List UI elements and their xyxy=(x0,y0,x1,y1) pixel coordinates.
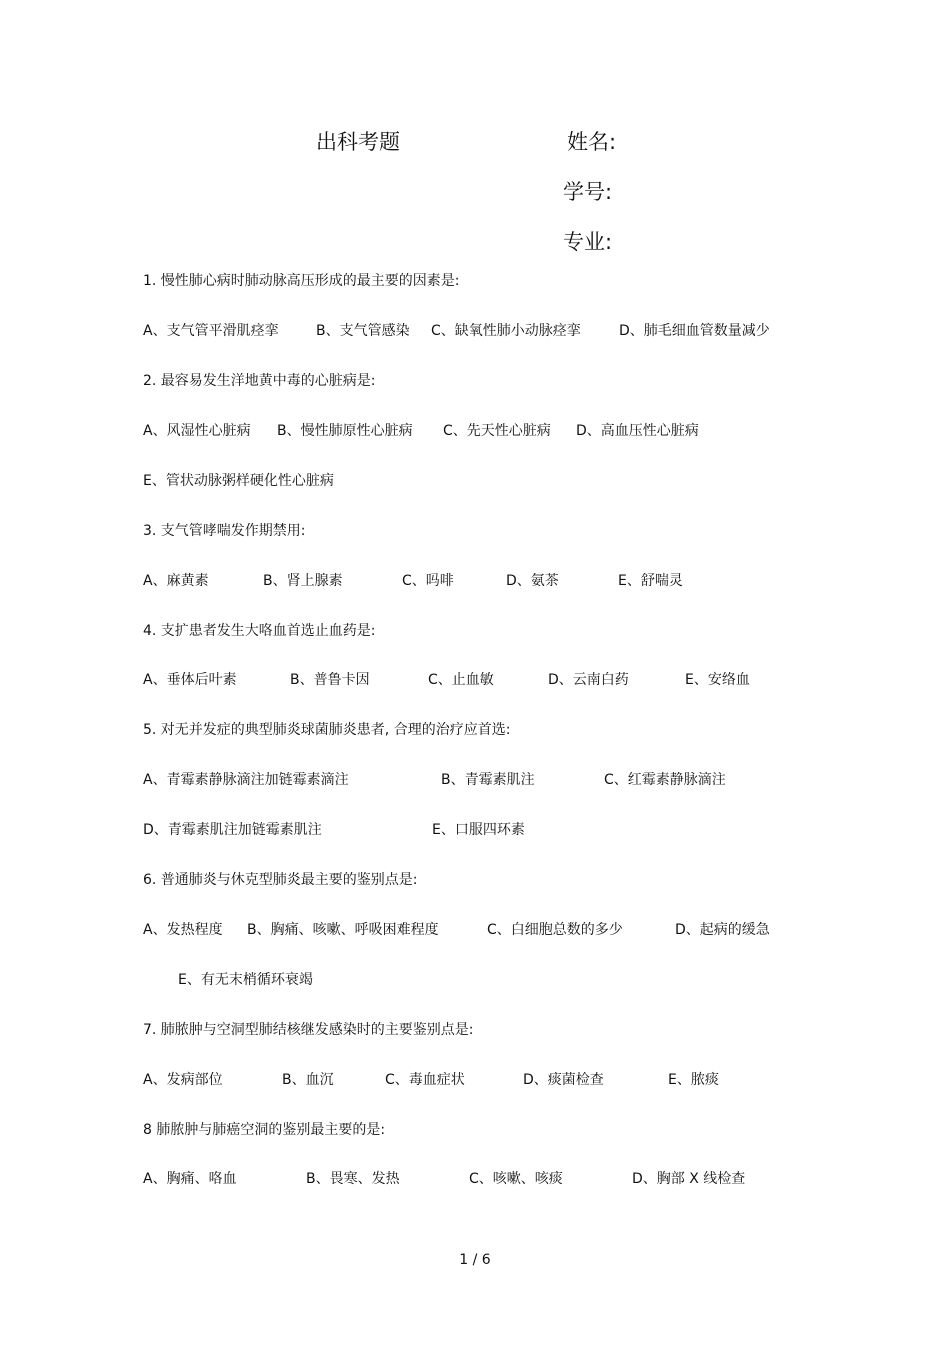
question-stem: 7. 肺脓肿与空洞型肺结核继发感染时的主要鉴别点是: xyxy=(143,1022,474,1038)
option: D、胸部 X 线检查 xyxy=(632,1171,746,1187)
question-stem: 3. 支气管哮喘发作期禁用: xyxy=(143,523,306,539)
question-stem: 1. 慢性肺心病时肺动脉高压形成的最主要的因素是: xyxy=(143,273,460,289)
option: B、胸痛、咳嗽、呼吸困难程度 xyxy=(247,922,439,938)
question-stem: 2. 最容易发生洋地黄中毒的心脏病是: xyxy=(143,373,376,389)
option: A、青霉素静脉滴注加链霉素滴注 xyxy=(143,772,349,788)
option: E、安络血 xyxy=(685,672,750,688)
option: C、毒血症状 xyxy=(385,1072,465,1088)
option: D、起病的缓急 xyxy=(675,922,770,938)
option: B、普鲁卡因 xyxy=(290,672,370,688)
option: A、垂体后叶素 xyxy=(143,672,237,688)
option: A、支气管平滑肌痉挛 xyxy=(143,323,279,339)
option: B、支气管感染 xyxy=(316,323,410,339)
question-stem: 4. 支扩患者发生大咯血首选止血药是: xyxy=(143,623,376,639)
student-id-label: 学号: xyxy=(563,180,613,204)
option: A、麻黄素 xyxy=(143,573,209,589)
option: B、肾上腺素 xyxy=(263,573,343,589)
option: C、白细胞总数的多少 xyxy=(487,922,623,938)
option: E、脓痰 xyxy=(668,1072,719,1088)
option: C、先天性心脏病 xyxy=(443,423,551,439)
page-number: 1 / 6 xyxy=(459,1252,491,1268)
option: C、咳嗽、咳痰 xyxy=(469,1171,563,1187)
option: A、风湿性心脏病 xyxy=(143,423,251,439)
name-label: 姓名: xyxy=(567,130,617,154)
option: B、青霉素肌注 xyxy=(441,772,535,788)
question-stem: 8 肺脓肿与肺癌空洞的鉴别最主要的是: xyxy=(143,1122,386,1138)
option: D、氨茶 xyxy=(506,573,559,589)
option: E、管状动脉粥样硬化性心脏病 xyxy=(143,473,334,489)
major-label: 专业: xyxy=(563,230,613,254)
option: D、痰菌检查 xyxy=(523,1072,604,1088)
option: D、肺毛细血管数量减少 xyxy=(619,323,770,339)
option: B、血沉 xyxy=(282,1072,334,1088)
option: E、舒喘灵 xyxy=(618,573,683,589)
option: C、吗啡 xyxy=(402,573,454,589)
option: A、发热程度 xyxy=(143,922,223,938)
option: C、止血敏 xyxy=(428,672,494,688)
option: A、胸痛、咯血 xyxy=(143,1171,237,1187)
option: C、缺氧性肺小动脉痉挛 xyxy=(431,323,581,339)
option: A、发病部位 xyxy=(143,1072,223,1088)
question-stem: 5. 对无并发症的典型肺炎球菌肺炎患者, 合理的治疗应首选: xyxy=(143,722,511,738)
option: C、红霉素静脉滴注 xyxy=(604,772,726,788)
option: E、有无末梢循环衰竭 xyxy=(178,972,313,988)
option: B、慢性肺原性心脏病 xyxy=(277,423,413,439)
option: D、高血压性心脏病 xyxy=(576,423,699,439)
question-stem: 6. 普通肺炎与休克型肺炎最主要的鉴别点是: xyxy=(143,872,418,888)
exam-title: 出科考题 xyxy=(316,130,400,154)
option: D、青霉素肌注加链霉素肌注 xyxy=(143,822,322,838)
option: E、口服四环素 xyxy=(432,822,525,838)
option: B、畏寒、发热 xyxy=(306,1171,400,1187)
option: D、云南白药 xyxy=(548,672,629,688)
